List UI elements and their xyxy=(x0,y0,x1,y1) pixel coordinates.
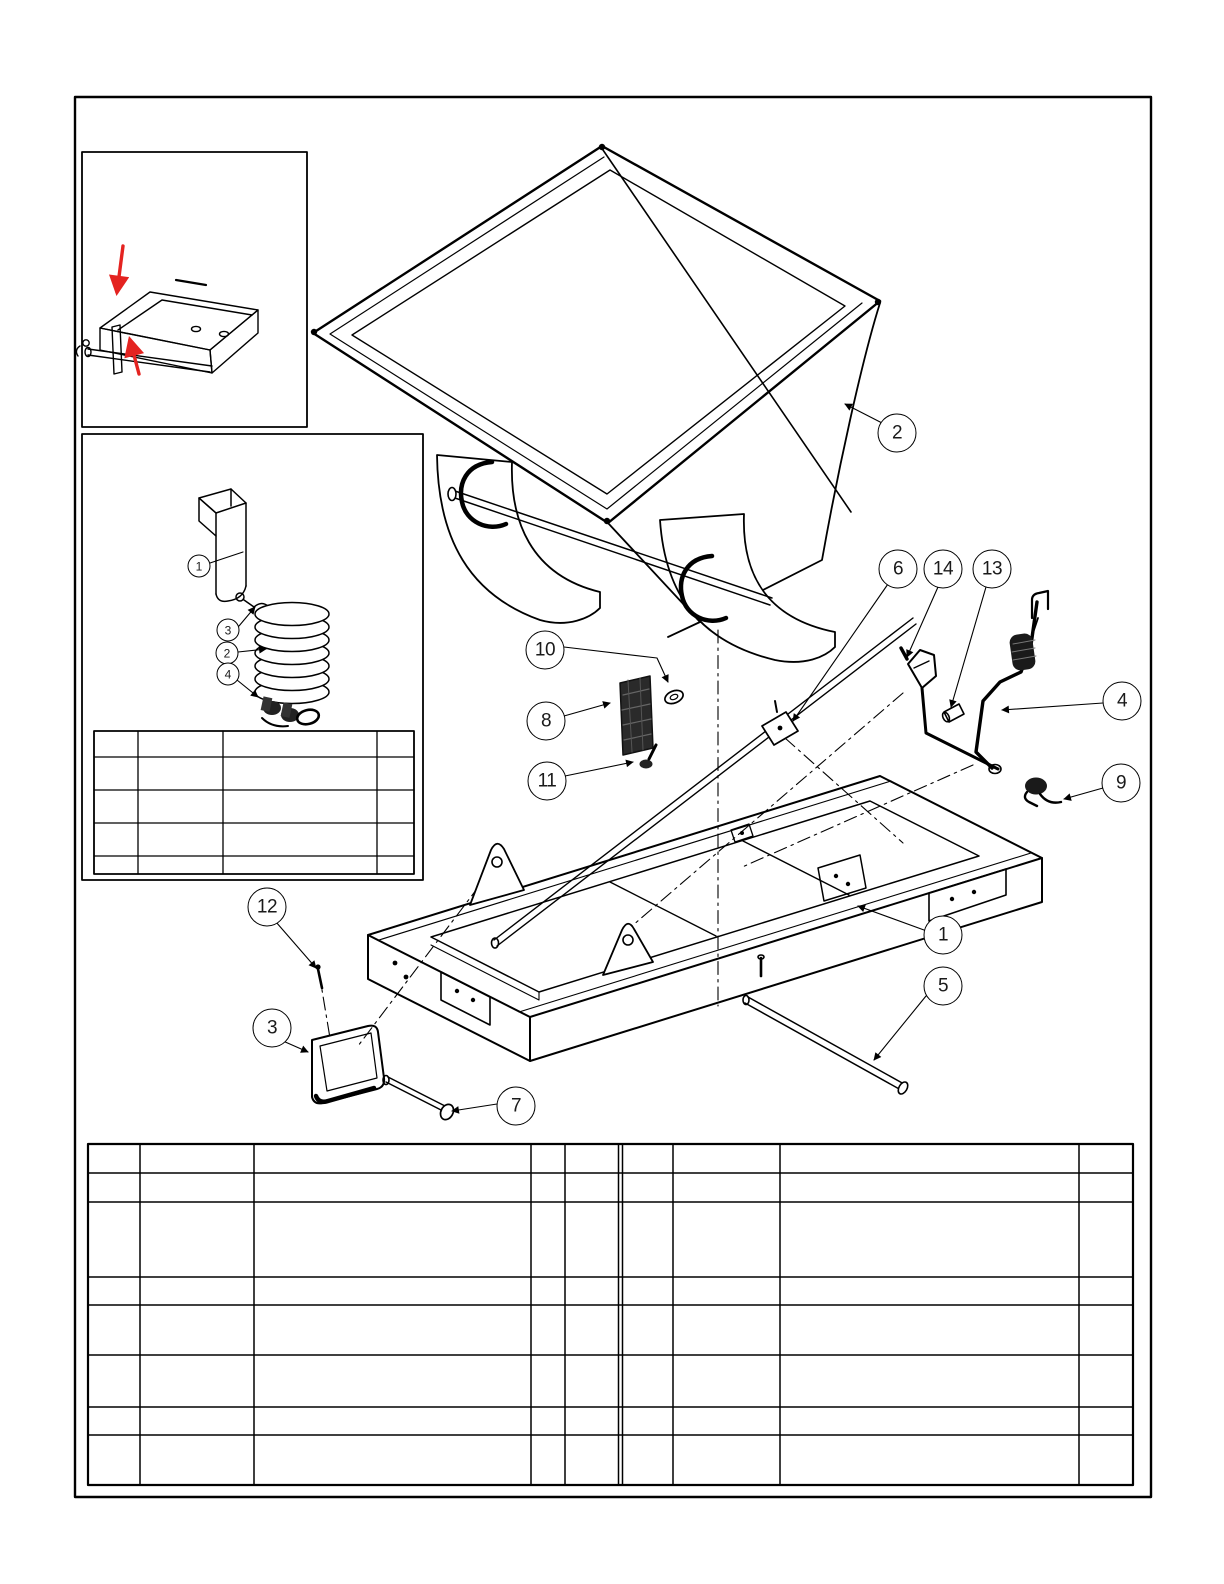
callout-11: 11 xyxy=(528,762,567,801)
callout-8: 8 xyxy=(527,702,566,741)
pedal-and-pins xyxy=(312,955,910,1122)
trunnion-bracket-sketch xyxy=(76,280,258,374)
latch-lever-assembly xyxy=(901,591,1061,806)
parts-list-table xyxy=(88,1144,1133,1485)
callout-3: 3 xyxy=(253,1009,292,1048)
callout-1: 1 xyxy=(924,916,963,955)
detail-parts-table xyxy=(94,731,414,874)
spring-part-sketch xyxy=(254,603,329,704)
callout-2: 2 xyxy=(216,642,239,665)
callout-5: 5 xyxy=(924,967,963,1006)
detail-inset-pin xyxy=(76,152,307,427)
callout-7: 7 xyxy=(497,1087,536,1126)
callout-4: 4 xyxy=(1103,682,1142,721)
hopper-bucket-part xyxy=(311,144,881,637)
callout-14: 14 xyxy=(924,550,963,589)
callout-9: 9 xyxy=(1102,764,1141,803)
bumper-pad-hardware xyxy=(620,676,685,769)
detail-inset-spring xyxy=(82,434,423,880)
callout-13: 13 xyxy=(973,550,1012,589)
callout-10: 10 xyxy=(526,631,565,670)
callout-1: 1 xyxy=(188,555,211,578)
callout-6: 6 xyxy=(879,550,918,589)
callout-2: 2 xyxy=(878,414,917,453)
hook-part-sketch xyxy=(199,489,254,607)
callout-3: 3 xyxy=(217,619,240,642)
callout-12: 12 xyxy=(248,888,287,927)
callout-4: 4 xyxy=(217,663,240,686)
